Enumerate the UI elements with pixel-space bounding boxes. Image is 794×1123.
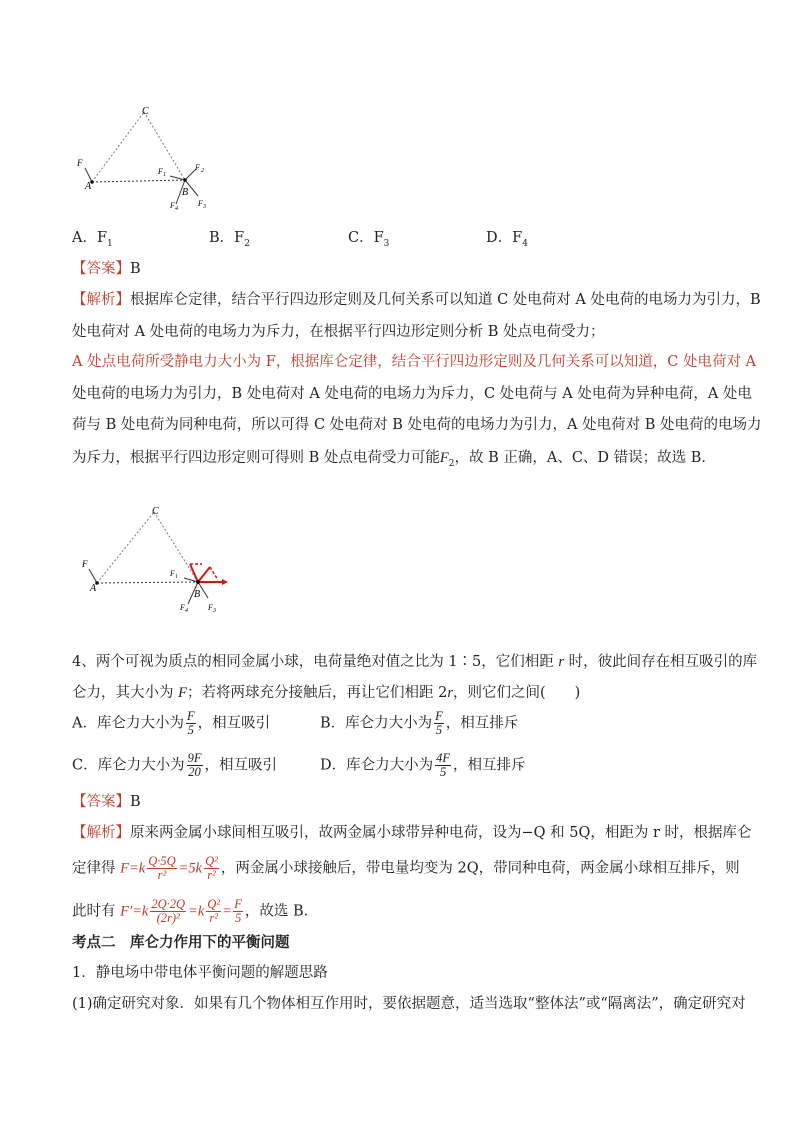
q3-answer: 【答案】B [72, 261, 141, 277]
q3-option-b: B．$F_2$ [209, 230, 250, 249]
label-fa: F [77, 158, 83, 168]
label-f4: F [180, 603, 185, 612]
label-c: C [142, 106, 149, 117]
q4-stem-line-1: 4、两个可视为质点的相同金属小球，电荷量绝对值之比为 1∶5，它们相距 r 时，彼此间存在相互吸引的库 [72, 654, 758, 670]
label-f1: F [158, 167, 163, 176]
q4-analysis-line-1: 【解析】原来两金属小球间相互吸引，故两金属小球带异种电荷，设为−Q 和 5Q，相距为 r 时，根据库仑 [72, 825, 752, 841]
label-c: C [152, 506, 159, 517]
q3-analysis-line-3: A 处点电荷所受静电力大小为 F，根据库仑定律，结合平行四边形定则及几何关系可以知道，C 处电荷对 A [72, 354, 757, 370]
svg-text:2: 2 [201, 168, 204, 174]
q3-analysis-line-1: 【解析】根据库仑定律，结合平行四边形定则及几何关系可以知道 C 处电荷对 A 处电荷的电场力为引力，B [72, 292, 761, 308]
section-heading: 考点二 库仑力作用下的平衡问题 [72, 934, 290, 951]
q4-option-a: A．库仑力大小为 $\frac{F}{5}$ ，相互吸引 [72, 709, 271, 737]
section-subheading: 1．静电场中带电体平衡问题的解题思路 [72, 965, 328, 981]
q3-option-a: A．$F_1$ [72, 230, 113, 249]
q4-option-b: B．库仑力大小为 $\frac{F}{5}$ ，相互排斥 [320, 709, 519, 737]
label-f3: F [198, 199, 203, 208]
q3-analysis-line-4: 处电荷的电场力为引力，B 处电荷对 A 处电荷的电场力为斥力，C 处电荷与 A 处电荷为异种电荷，A 处电 [72, 386, 752, 402]
q4-option-d: D．库仑力大小为 $\frac{4F}{5}$ ，相互排斥 [320, 751, 526, 779]
label-b: B [194, 589, 201, 600]
svg-text:4: 4 [175, 206, 178, 212]
section-paragraph: (1)确定研究对象．如果有几个物体相互作用时，要依据题意，适当选取“整体法”或“隔离法”，确定研究对 [72, 996, 746, 1012]
q4-stem-line-2: 仑力，其大小为 F；若将两球充分接触后，再让它们相距 2r，则它们之间( ) [72, 685, 581, 701]
label-fa: F [82, 559, 88, 569]
svg-text:4: 4 [185, 608, 188, 614]
q4-analysis-line-3: 此时有 F′=k $\frac{2Q\cdot 2Q}{\text{(2r)²}}$ =k $\frac{\text{Q²}}{\text{r²}}$ = $\frac{F}{5}$ ，故选 B. [72, 897, 309, 925]
q3-analysis-line-5: 荷与 B 处电荷为同种电荷，所以可得 C 处电荷对 B 处电荷的电场力为引力，A 处电荷对 B 处电荷的电场力 [72, 417, 762, 433]
label-f3: F [208, 603, 213, 612]
label-f1: F [170, 569, 175, 578]
label-f2: F [195, 163, 200, 172]
label-a: A [90, 583, 97, 594]
svg-text:1: 1 [163, 172, 166, 178]
svg-text:1: 1 [175, 574, 178, 580]
triangle-figure-2 [72, 500, 232, 618]
q3-option-d: D．$F_4$ [486, 230, 528, 249]
label-a: A [85, 181, 92, 192]
label-b: B [182, 187, 189, 198]
svg-text:3: 3 [203, 204, 206, 210]
q3-option-c: C．$F_3$ [348, 230, 390, 249]
svg-text:3: 3 [213, 608, 216, 614]
q4-analysis-line-2: 定律得 F=k $\frac{Q\cdot 5Q}{\text{r²}}$ =5k $\frac{\text{Q²}}{\text{r²}}$ ，两金属小球接触后，带电量均变为 2Q，带同种电荷，两金属小球相互排斥，则 [72, 854, 740, 882]
q4-answer: 【答案】B [72, 794, 141, 810]
triangle-figure-1 [72, 100, 222, 215]
label-f4: F [170, 201, 175, 210]
q3-analysis-line-6: 为斥力，根据平行四边形定则可得则 B 处点电荷受力可能$F_2$，故 B 正确，A、C、D 错误；故选 B． [72, 450, 716, 469]
q4-option-c: C．库仑力大小为 $\frac{9F}{20}$ ，相互吸引 [72, 751, 277, 779]
q3-analysis-line-2: 处电荷对 A 处电荷的电场力为斥力，在根据平行四边形定则分析 B 处点电荷受力； [72, 324, 605, 340]
